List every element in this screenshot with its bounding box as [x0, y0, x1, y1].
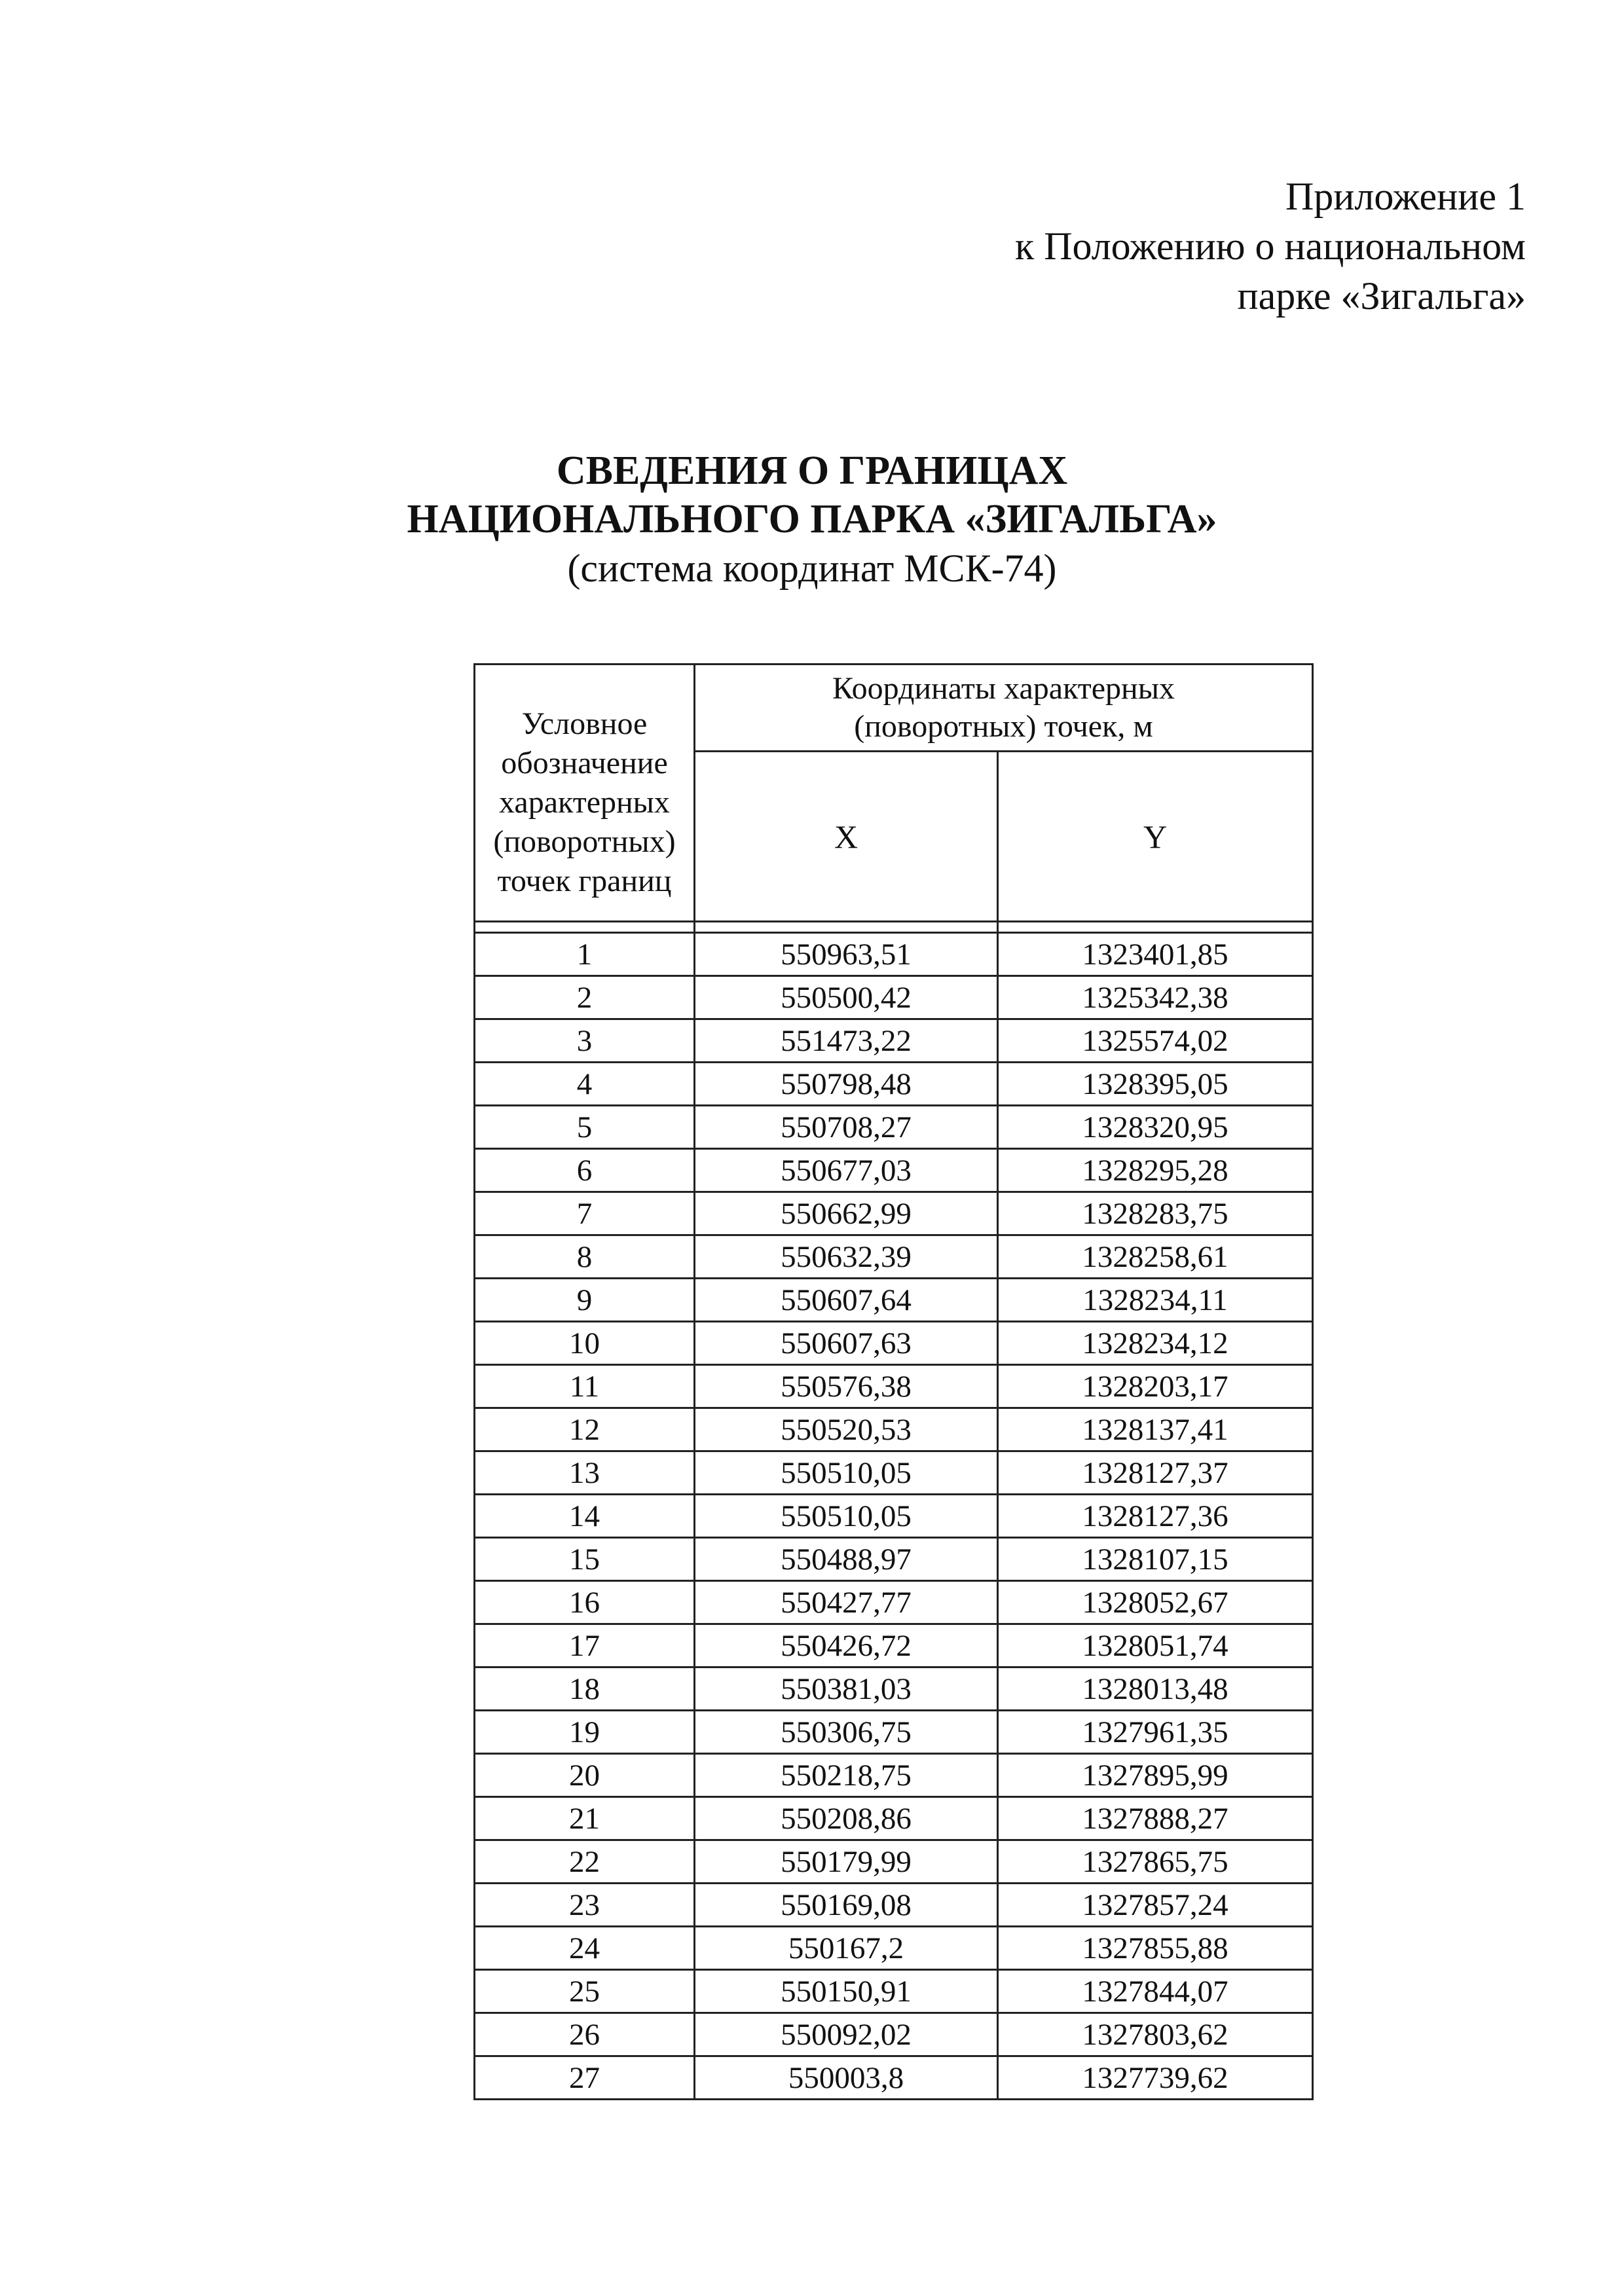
- table-row: [475, 1495, 1313, 1538]
- point-label-header-line: точек границ: [497, 864, 672, 898]
- point-number-cell: 23: [475, 1884, 695, 1927]
- y-coordinate-cell: 1327844,07: [998, 1970, 1313, 2013]
- x-coordinate-cell: 550218,75: [695, 1754, 998, 1797]
- point-number-cell: 15: [475, 1538, 695, 1581]
- point-number-cell: 27: [475, 2056, 695, 2100]
- y-coordinate-cell: 1328052,67: [998, 1581, 1313, 1624]
- y-coordinate-cell: 1328234,12: [998, 1322, 1313, 1365]
- table-row: [475, 1797, 1313, 1840]
- point-number-cell: 4: [475, 1063, 695, 1106]
- y-coordinate-cell: 1327855,88: [998, 1927, 1313, 1970]
- x-coordinate-cell: 550520,53: [695, 1408, 998, 1451]
- x-coordinate-cell: 550662,99: [695, 1192, 998, 1235]
- point-number-cell: 13: [475, 1451, 695, 1495]
- point-number-cell: 3: [475, 1019, 695, 1063]
- y-coordinate-cell: 1327961,35: [998, 1711, 1313, 1754]
- x-coordinate-cell: 550092,02: [695, 2013, 998, 2056]
- x-coordinate-cell: 550708,27: [695, 1106, 998, 1149]
- appendix-note: [805, 172, 1526, 321]
- y-coordinate-cell: 1328127,37: [998, 1451, 1313, 1495]
- x-coordinate-cell: 550306,75: [695, 1711, 998, 1754]
- table-row: [475, 933, 1313, 976]
- point-label-header-line: (поворотных): [493, 824, 676, 859]
- coordinates-header-line: Координаты характерных: [832, 671, 1175, 706]
- point-number-cell: 25: [475, 1970, 695, 2013]
- point-label-header-line: характерных: [499, 785, 670, 820]
- y-coordinate-cell: 1328258,61: [998, 1235, 1313, 1279]
- y-coordinate-cell: 1323401,85: [998, 933, 1313, 976]
- y-coordinate-cell: 1328203,17: [998, 1365, 1313, 1408]
- point-number-cell: 9: [475, 1279, 695, 1322]
- table-row: [475, 1106, 1313, 1149]
- table-row: [475, 1711, 1313, 1754]
- point-number-cell: 14: [475, 1495, 695, 1538]
- table-row: [475, 1754, 1313, 1797]
- x-coordinate-cell: 550426,72: [695, 1624, 998, 1667]
- x-coordinate-cell: 550427,77: [695, 1581, 998, 1624]
- point-label-header: [475, 665, 695, 922]
- header-separator: [475, 922, 1313, 933]
- boundary-coordinates-table: [473, 663, 1314, 2100]
- point-number-cell: 6: [475, 1149, 695, 1192]
- y-coordinate-cell: 1325342,38: [998, 976, 1313, 1019]
- table-row: [475, 2013, 1313, 2056]
- y-column-header: Y: [998, 752, 1313, 922]
- x-coordinate-cell: 550003,8: [695, 2056, 998, 2100]
- table-row: [475, 1063, 1313, 1106]
- x-coordinate-cell: 551473,22: [695, 1019, 998, 1063]
- point-number-cell: 21: [475, 1797, 695, 1840]
- table-row: [475, 1624, 1313, 1667]
- x-coordinate-cell: 550510,05: [695, 1451, 998, 1495]
- point-number-cell: 7: [475, 1192, 695, 1235]
- point-number-cell: 20: [475, 1754, 695, 1797]
- table-row: [475, 1667, 1313, 1711]
- coordinate-system-subtitle: (система координат МСК-74): [567, 547, 1057, 590]
- table-row: [475, 1279, 1313, 1322]
- y-coordinate-cell: 1328395,05: [998, 1063, 1313, 1106]
- y-coordinate-cell: 1328234,11: [998, 1279, 1313, 1322]
- y-coordinate-cell: 1327803,62: [998, 2013, 1313, 2056]
- y-coordinate-cell: 1327739,62: [998, 2056, 1313, 2100]
- document-heading: [0, 446, 1624, 593]
- x-coordinate-cell: 550179,99: [695, 1840, 998, 1884]
- appendix-line-1: Приложение 1: [1285, 175, 1526, 218]
- y-coordinate-cell: 1325574,02: [998, 1019, 1313, 1063]
- table-row: [475, 1192, 1313, 1235]
- x-coordinate-cell: 550500,42: [695, 976, 998, 1019]
- x-column-header: X: [695, 752, 998, 922]
- x-coordinate-cell: 550632,39: [695, 1235, 998, 1279]
- point-number-cell: 26: [475, 2013, 695, 2056]
- x-coordinate-cell: 550167,2: [695, 1927, 998, 1970]
- point-number-cell: 5: [475, 1106, 695, 1149]
- x-coordinate-cell: 550488,97: [695, 1538, 998, 1581]
- y-coordinate-cell: 1328013,48: [998, 1667, 1313, 1711]
- table-row: [475, 976, 1313, 1019]
- x-coordinate-cell: 550607,63: [695, 1322, 998, 1365]
- x-coordinate-cell: 550963,51: [695, 933, 998, 976]
- coordinates-header: [695, 665, 1313, 752]
- table-row: [475, 2056, 1313, 2100]
- table-row: [475, 1927, 1313, 1970]
- point-number-cell: 8: [475, 1235, 695, 1279]
- y-coordinate-cell: 1328320,95: [998, 1106, 1313, 1149]
- y-coordinate-cell: 1328127,36: [998, 1495, 1313, 1538]
- table-row: [475, 1970, 1313, 2013]
- x-coordinate-cell: 550381,03: [695, 1667, 998, 1711]
- x-coordinate-cell: 550150,91: [695, 1970, 998, 2013]
- point-number-cell: 10: [475, 1322, 695, 1365]
- appendix-line-2: к Положению о национальном: [1015, 225, 1526, 268]
- y-coordinate-cell: 1328051,74: [998, 1624, 1313, 1667]
- point-number-cell: 18: [475, 1667, 695, 1711]
- y-coordinate-cell: 1327865,75: [998, 1840, 1313, 1884]
- table-row: [475, 1884, 1313, 1927]
- table-row: [475, 1451, 1313, 1495]
- y-coordinate-cell: 1328107,15: [998, 1538, 1313, 1581]
- y-coordinate-cell: 1328137,41: [998, 1408, 1313, 1451]
- point-number-cell: 1: [475, 933, 695, 976]
- point-label-header-line: обозначение: [501, 746, 668, 780]
- point-number-cell: 16: [475, 1581, 695, 1624]
- table-row: [475, 1538, 1313, 1581]
- table-row: [475, 1365, 1313, 1408]
- point-label-header-line: Условное: [521, 706, 648, 741]
- appendix-line-3: парке «Зигальга»: [1237, 274, 1526, 318]
- point-number-cell: 22: [475, 1840, 695, 1884]
- title-line-2: НАЦИОНАЛЬНОГО ПАРКА «ЗИГАЛЬГА»: [407, 497, 1217, 541]
- y-coordinate-cell: 1328283,75: [998, 1192, 1313, 1235]
- table-row: [475, 1840, 1313, 1884]
- table-row: [475, 1322, 1313, 1365]
- table-row: [475, 1019, 1313, 1063]
- x-coordinate-cell: 550677,03: [695, 1149, 998, 1192]
- table-row: [475, 1408, 1313, 1451]
- title-line-1: СВЕДЕНИЯ О ГРАНИЦАХ: [556, 448, 1068, 493]
- point-number-cell: 12: [475, 1408, 695, 1451]
- point-number-cell: 2: [475, 976, 695, 1019]
- table-header: [475, 665, 1313, 933]
- y-coordinate-cell: 1327888,27: [998, 1797, 1313, 1840]
- y-coordinate-cell: 1327857,24: [998, 1884, 1313, 1927]
- table-body: [475, 933, 1313, 2100]
- point-number-cell: 11: [475, 1365, 695, 1408]
- x-coordinate-cell: 550208,86: [695, 1797, 998, 1840]
- coordinates-header-line: (поворотных) точек, м: [854, 709, 1153, 744]
- x-coordinate-cell: 550607,64: [695, 1279, 998, 1322]
- y-coordinate-cell: 1327895,99: [998, 1754, 1313, 1797]
- x-coordinate-cell: 550798,48: [695, 1063, 998, 1106]
- table-row: [475, 1581, 1313, 1624]
- table-row: [475, 1235, 1313, 1279]
- point-number-cell: 19: [475, 1711, 695, 1754]
- x-coordinate-cell: 550510,05: [695, 1495, 998, 1538]
- point-number-cell: 24: [475, 1927, 695, 1970]
- table-row: [475, 1149, 1313, 1192]
- y-coordinate-cell: 1328295,28: [998, 1149, 1313, 1192]
- x-coordinate-cell: 550169,08: [695, 1884, 998, 1927]
- point-number-cell: 17: [475, 1624, 695, 1667]
- x-coordinate-cell: 550576,38: [695, 1365, 998, 1408]
